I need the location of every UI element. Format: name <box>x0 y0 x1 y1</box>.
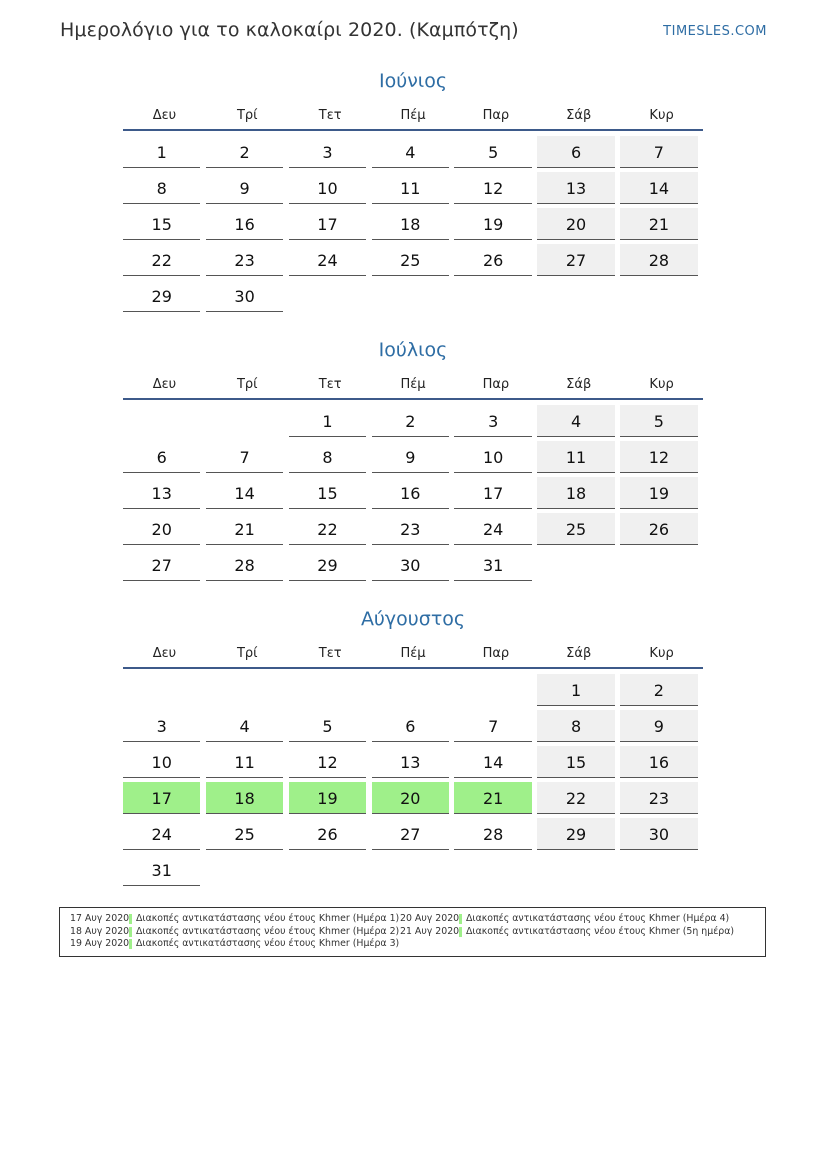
day-cell[interactable]: 2 <box>372 405 449 437</box>
day-cell[interactable]: 19 <box>289 782 366 814</box>
day-cell[interactable]: 14 <box>206 477 283 509</box>
empty-day-cell <box>620 549 697 580</box>
week-row <box>123 172 703 208</box>
day-cell[interactable]: 6 <box>537 136 614 168</box>
holiday-color-mark <box>459 914 462 924</box>
day-cell[interactable]: 2 <box>206 136 283 168</box>
empty-day-cell <box>537 854 614 885</box>
day-cell[interactable]: 6 <box>372 710 449 742</box>
day-cell[interactable]: 29 <box>289 549 366 581</box>
empty-day-cell <box>454 854 531 885</box>
day-cell[interactable]: 14 <box>620 172 697 204</box>
day-cell[interactable]: 28 <box>620 244 697 276</box>
week-row <box>123 710 703 746</box>
month-calendar <box>123 606 703 890</box>
day-cell[interactable]: 4 <box>206 710 283 742</box>
legend-label: Διακοπές αντικατάστασης νέου έτους Khmer (Ημέρα 3) <box>136 938 400 949</box>
day-cell[interactable]: 13 <box>372 746 449 778</box>
empty-day-cell <box>454 280 531 311</box>
empty-day-cell <box>454 674 531 705</box>
page-title: Ημερολόγιο για το καλοκαίρι 2020. (Καμπότζη) <box>60 19 519 41</box>
day-cell[interactable]: 19 <box>620 477 697 509</box>
legend-item <box>70 938 399 951</box>
day-cell[interactable]: 10 <box>289 172 366 204</box>
day-cell[interactable]: 7 <box>620 136 697 168</box>
day-cell[interactable]: 11 <box>537 441 614 473</box>
empty-day-cell <box>206 854 283 885</box>
day-cell[interactable]: 13 <box>537 172 614 204</box>
day-cell[interactable]: 17 <box>454 477 531 509</box>
day-cell[interactable]: 29 <box>537 818 614 850</box>
day-cell[interactable]: 22 <box>123 244 200 276</box>
weekday-label: Δευ <box>152 646 177 661</box>
week-row <box>123 280 703 316</box>
day-cell[interactable]: 7 <box>454 710 531 742</box>
month-calendar <box>123 337 703 585</box>
day-grid <box>123 674 703 890</box>
week-row <box>123 477 703 513</box>
day-cell[interactable]: 9 <box>206 172 283 204</box>
weekday-label: Τετ <box>318 377 342 392</box>
legend-label: Διακοπές αντικατάστασης νέου έτους Khmer (5η ημέρα) <box>466 925 735 937</box>
empty-day-cell <box>289 854 366 885</box>
month-title: Ιούλιος <box>378 339 448 361</box>
legend-item <box>70 913 399 926</box>
day-cell[interactable]: 30 <box>620 818 697 850</box>
legend-item <box>400 926 734 939</box>
day-cell[interactable]: 15 <box>537 746 614 778</box>
week-row <box>123 854 703 890</box>
empty-day-cell <box>289 674 366 705</box>
weekday-label: Πέμ <box>400 108 426 123</box>
month-calendar <box>123 68 703 316</box>
day-cell[interactable]: 2 <box>620 674 697 706</box>
day-cell[interactable]: 8 <box>123 172 200 204</box>
day-cell[interactable]: 26 <box>289 818 366 850</box>
day-cell[interactable]: 30 <box>206 280 283 312</box>
day-cell[interactable]: 12 <box>454 172 531 204</box>
day-cell[interactable]: 7 <box>206 441 283 473</box>
day-cell[interactable]: 10 <box>123 746 200 778</box>
day-cell[interactable]: 31 <box>123 854 200 886</box>
legend-item <box>70 926 399 939</box>
week-row <box>123 782 703 818</box>
weekday-label: Δευ <box>152 108 177 123</box>
week-row <box>123 405 703 441</box>
day-cell[interactable]: 23 <box>620 782 697 814</box>
day-cell[interactable]: 23 <box>372 513 449 545</box>
empty-day-cell <box>289 280 366 311</box>
legend-column-right <box>400 913 734 938</box>
day-cell[interactable]: 18 <box>537 477 614 509</box>
weekday-label: Τετ <box>318 108 342 123</box>
day-cell[interactable]: 9 <box>620 710 697 742</box>
weekday-label: Κυρ <box>649 108 674 123</box>
legend-label: Διακοπές αντικατάστασης νέου έτους Khmer (Ημέρα 2) <box>136 925 400 937</box>
legend-date: 18 Αυγ 2020 <box>70 925 130 937</box>
day-cell[interactable]: 26 <box>454 244 531 276</box>
day-cell[interactable]: 16 <box>372 477 449 509</box>
weekday-label: Τρί <box>236 646 258 661</box>
empty-day-cell <box>123 405 200 436</box>
legend-column-left <box>70 913 399 951</box>
month-title: Αύγουστος <box>360 608 466 630</box>
day-cell[interactable]: 22 <box>537 782 614 814</box>
day-cell[interactable]: 28 <box>206 549 283 581</box>
legend-item <box>400 913 734 926</box>
week-row <box>123 818 703 854</box>
day-cell[interactable]: 1 <box>537 674 614 706</box>
day-cell[interactable]: 27 <box>537 244 614 276</box>
day-cell[interactable]: 5 <box>289 710 366 742</box>
day-cell[interactable]: 12 <box>620 441 697 473</box>
holiday-color-mark <box>129 927 132 937</box>
day-cell[interactable]: 1 <box>289 405 366 437</box>
weekday-label: Σάβ <box>566 108 592 123</box>
month-title: Ιούνιος <box>378 70 448 92</box>
legend-date: 21 Αυγ 2020 <box>400 925 460 937</box>
weekday-label: Δευ <box>152 377 177 392</box>
week-row <box>123 136 703 172</box>
week-row <box>123 674 703 710</box>
day-cell[interactable]: 27 <box>123 549 200 581</box>
weekday-label: Τρί <box>236 377 258 392</box>
weekday-label: Παρ <box>482 377 510 392</box>
day-cell[interactable]: 20 <box>123 513 200 545</box>
weekday-label: Σάβ <box>566 377 592 392</box>
week-row <box>123 746 703 782</box>
day-cell[interactable]: 9 <box>372 441 449 473</box>
day-cell[interactable]: 16 <box>206 208 283 240</box>
day-cell[interactable]: 13 <box>123 477 200 509</box>
weekday-label: Τετ <box>318 646 342 661</box>
day-cell[interactable]: 24 <box>123 818 200 850</box>
empty-day-cell <box>372 280 449 311</box>
day-cell[interactable]: 1 <box>123 136 200 168</box>
day-cell[interactable]: 20 <box>372 782 449 814</box>
day-cell[interactable]: 12 <box>289 746 366 778</box>
empty-day-cell <box>620 854 697 885</box>
weekday-header <box>123 646 703 669</box>
day-cell[interactable]: 25 <box>206 818 283 850</box>
week-row <box>123 441 703 477</box>
legend-date: 20 Αυγ 2020 <box>400 913 460 924</box>
weekday-header <box>123 108 703 131</box>
weekday-label: Κυρ <box>649 377 674 392</box>
legend-date: 17 Αυγ 2020 <box>70 913 130 924</box>
weekday-label: Παρ <box>482 108 510 123</box>
day-grid <box>123 405 703 585</box>
day-cell[interactable]: 17 <box>123 782 200 814</box>
legend-label: Διακοπές αντικατάστασης νέου έτους Khmer (Ημέρα 1) <box>136 913 400 924</box>
day-cell[interactable]: 4 <box>372 136 449 168</box>
legend-date: 19 Αυγ 2020 <box>70 938 130 949</box>
day-cell[interactable]: 20 <box>537 208 614 240</box>
day-cell[interactable]: 5 <box>620 405 697 437</box>
day-cell[interactable]: 15 <box>289 477 366 509</box>
weekday-label: Κυρ <box>649 646 674 661</box>
weekday-label: Πέμ <box>400 646 426 661</box>
weekday-label: Σάβ <box>566 646 592 661</box>
day-cell[interactable]: 8 <box>289 441 366 473</box>
empty-day-cell <box>206 674 283 705</box>
day-cell[interactable]: 11 <box>206 746 283 778</box>
empty-day-cell <box>123 674 200 705</box>
holiday-color-mark <box>459 927 462 937</box>
holiday-legend <box>59 907 766 957</box>
weekday-header <box>123 377 703 400</box>
day-cell[interactable]: 14 <box>454 746 531 778</box>
day-cell[interactable]: 24 <box>289 244 366 276</box>
holiday-color-mark <box>129 939 132 949</box>
day-cell[interactable]: 29 <box>123 280 200 312</box>
day-cell[interactable]: 28 <box>454 818 531 850</box>
day-cell[interactable]: 21 <box>206 513 283 545</box>
day-cell[interactable]: 24 <box>454 513 531 545</box>
day-cell[interactable]: 8 <box>537 710 614 742</box>
empty-day-cell <box>372 854 449 885</box>
day-cell[interactable]: 10 <box>454 441 531 473</box>
day-grid <box>123 136 703 316</box>
day-cell[interactable]: 15 <box>123 208 200 240</box>
empty-day-cell <box>537 280 614 311</box>
week-row <box>123 208 703 244</box>
day-cell[interactable]: 5 <box>454 136 531 168</box>
day-cell[interactable]: 18 <box>206 782 283 814</box>
week-row <box>123 513 703 549</box>
day-cell[interactable]: 6 <box>123 441 200 473</box>
day-cell[interactable]: 3 <box>454 405 531 437</box>
weekday-label: Παρ <box>482 646 510 661</box>
day-cell[interactable]: 19 <box>454 208 531 240</box>
day-cell[interactable]: 22 <box>289 513 366 545</box>
day-cell[interactable]: 3 <box>123 710 200 742</box>
day-cell[interactable]: 18 <box>372 208 449 240</box>
brand-link[interactable]: TIMESLES.COM <box>663 24 767 39</box>
day-cell[interactable]: 25 <box>372 244 449 276</box>
day-cell[interactable]: 11 <box>372 172 449 204</box>
day-cell[interactable]: 27 <box>372 818 449 850</box>
day-cell[interactable]: 3 <box>289 136 366 168</box>
day-cell[interactable]: 25 <box>537 513 614 545</box>
day-cell[interactable]: 4 <box>537 405 614 437</box>
day-cell[interactable]: 30 <box>372 549 449 581</box>
day-cell[interactable]: 21 <box>620 208 697 240</box>
day-cell[interactable]: 16 <box>620 746 697 778</box>
legend-label: Διακοπές αντικατάστασης νέου έτους Khmer (Ημέρα 4) <box>466 913 730 924</box>
empty-day-cell <box>537 549 614 580</box>
day-cell[interactable]: 31 <box>454 549 531 581</box>
day-cell[interactable]: 17 <box>289 208 366 240</box>
empty-day-cell <box>206 405 283 436</box>
holiday-color-mark <box>129 914 132 924</box>
day-cell[interactable]: 26 <box>620 513 697 545</box>
weekday-label: Πέμ <box>400 377 426 392</box>
week-row <box>123 244 703 280</box>
week-row <box>123 549 703 585</box>
weekday-label: Τρί <box>236 108 258 123</box>
empty-day-cell <box>372 674 449 705</box>
day-cell[interactable]: 23 <box>206 244 283 276</box>
empty-day-cell <box>620 280 697 311</box>
day-cell[interactable]: 21 <box>454 782 531 814</box>
